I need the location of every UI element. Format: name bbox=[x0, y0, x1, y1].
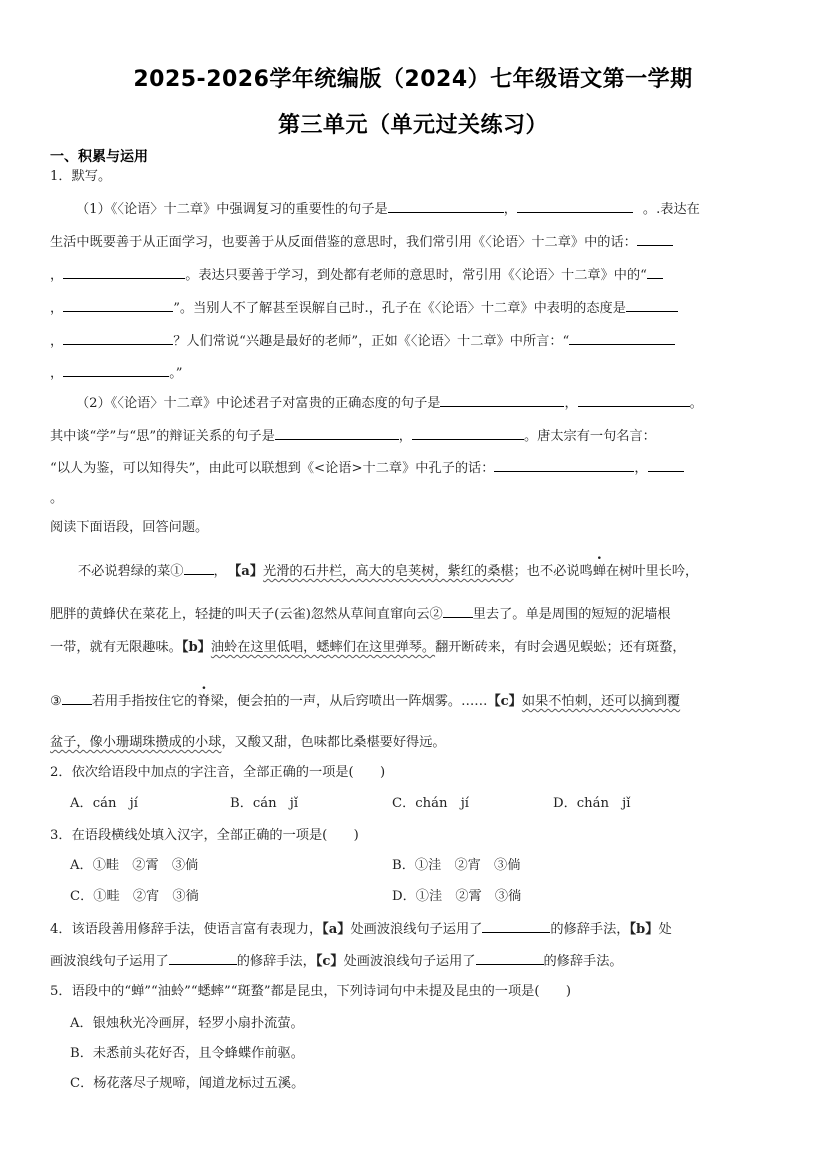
q2-option-a[interactable]: A．cán jí bbox=[70, 796, 138, 811]
q1-p2-line4: 。 bbox=[50, 491, 64, 506]
answer-blank[interactable] bbox=[443, 603, 473, 618]
text: 翻开断砖来，有时会遇见蜈蚣；还有斑蝥， bbox=[435, 640, 686, 655]
answer-blank[interactable] bbox=[476, 950, 544, 965]
answer-blank[interactable] bbox=[482, 918, 550, 933]
text: 画波浪线句子运用了 bbox=[50, 954, 169, 969]
q2-option-d[interactable]: D．chán jǐ bbox=[553, 796, 631, 811]
q1-p1-line6 bbox=[50, 362, 183, 384]
text: ， bbox=[398, 429, 412, 444]
question-5-stem: 5．语段中的“蝉”“油蛉”“蟋蟀”“斑蝥”都是昆虫，下列诗词句中未提及昆虫的一项是( ) bbox=[50, 984, 571, 999]
answer-blank[interactable] bbox=[494, 457, 634, 472]
q1-p2-line1 bbox=[76, 392, 703, 414]
text: 一带，就有无限趣味。 bbox=[50, 640, 182, 655]
answer-blank[interactable] bbox=[275, 425, 399, 440]
passage-line3 bbox=[50, 638, 686, 658]
q3-option-a[interactable]: A．①畦 ②霄 ③倘 bbox=[70, 858, 199, 873]
q1-p1-line2 bbox=[50, 231, 673, 253]
text: ， bbox=[50, 334, 64, 349]
document-title: 2025-2026学年统编版（2024）七年级语文第一学期 bbox=[133, 67, 693, 92]
question-3-stem: 3．在语段横线处填入汉字，全部正确的一项是( ) bbox=[50, 828, 359, 843]
marker-a: 【a】 bbox=[234, 564, 264, 579]
question-1-stem: 1．默写。 bbox=[50, 169, 112, 184]
text: 处画波浪线句子运用了 bbox=[343, 954, 476, 969]
text: ；也不必说鸣 bbox=[513, 564, 593, 579]
answer-blank[interactable] bbox=[648, 457, 684, 472]
text: ， bbox=[50, 366, 64, 381]
wavy-sentence-b: 油蛉在这里低唱，蟋蟀们在这里弹琴。 bbox=[210, 640, 436, 655]
text: 4．该语段善用修辞手法，使语言富有表现力， bbox=[50, 922, 323, 937]
answer-blank[interactable] bbox=[63, 330, 173, 345]
wavy-sentence-a: 光滑的石井栏，高大的皂荚树，紫红的桑椹 bbox=[263, 564, 514, 579]
text: 的修辞手法。 bbox=[543, 954, 623, 969]
answer-blank[interactable] bbox=[62, 690, 92, 705]
text: ？人们常说“兴趣是最好的老师”，正如《〈论语〉十二章》中所言：“ bbox=[173, 334, 570, 349]
marker-c: 【c】 bbox=[487, 694, 522, 709]
text: （2）《〈论语〉十二章》中论述君子对富贵的正确态度的句子是 bbox=[76, 396, 441, 411]
q1-p1-line3 bbox=[50, 264, 663, 286]
text: 。.表达在 bbox=[642, 202, 700, 217]
marker-c: 【c】 bbox=[315, 954, 344, 969]
text: 肥胖的黄蜂伏在菜花上，轻捷的叫天子(云雀)忽然从草间直窜向云② bbox=[50, 607, 443, 622]
answer-blank[interactable] bbox=[169, 950, 237, 965]
q3-option-b[interactable]: B．①洼 ②宵 ③倘 bbox=[392, 858, 521, 873]
q1-p2-line3 bbox=[50, 457, 684, 479]
passage-line2 bbox=[50, 603, 671, 625]
answer-blank[interactable] bbox=[517, 198, 633, 213]
q2-option-b[interactable]: B．cán jǐ bbox=[230, 796, 299, 811]
q5-option-b[interactable]: B．未悉前头花好否，且令蜂蝶作前驱。 bbox=[70, 1046, 304, 1061]
text: 的修辞手法， bbox=[550, 922, 630, 937]
marker-b: 【b】 bbox=[181, 640, 211, 655]
answer-blank[interactable] bbox=[578, 392, 690, 407]
text: 。” bbox=[169, 366, 183, 381]
q1-p1-line1 bbox=[76, 198, 700, 220]
text: ”。当别人不了解甚至误解自己时.，孔子在《〈论语〉十二章》中表明的态度是 bbox=[173, 301, 626, 316]
q1-p2-line2 bbox=[50, 425, 656, 447]
question-4-line1 bbox=[50, 918, 672, 940]
text: ，又酸又甜，色味都比桑椹要好得远。 bbox=[221, 735, 446, 750]
passage-line1 bbox=[78, 560, 698, 582]
emphasis-char: 脊 bbox=[197, 694, 211, 709]
q2-option-c[interactable]: C．chán jí bbox=[392, 796, 470, 811]
wavy-sentence-c: 如果不怕刺，还可以摘到覆 bbox=[521, 694, 681, 709]
q1-p1-line5 bbox=[50, 330, 675, 352]
marker-a: 【a】 bbox=[322, 922, 351, 937]
answer-blank[interactable] bbox=[184, 560, 214, 575]
question-2-stem: 2．依次给语段中加点的字注音，全部正确的一项是( ) bbox=[50, 765, 386, 780]
text: ③ bbox=[50, 694, 62, 709]
wavy-sentence-c-cont: 盆子，像小珊瑚珠攒成的小球 bbox=[50, 735, 222, 750]
answer-blank[interactable] bbox=[569, 330, 675, 345]
text: ， bbox=[50, 268, 64, 283]
text: ， bbox=[564, 396, 578, 411]
text: 其中谈“学”与“思”的辩证关系的句子是 bbox=[50, 429, 275, 444]
passage-line4 bbox=[50, 690, 680, 712]
section-heading: 一、积累与运用 bbox=[50, 149, 148, 165]
q1-p1-line4 bbox=[50, 297, 678, 319]
text: 生活中既要善于从正面学习，也要善于从反面借鉴的意思时，我们常引用《〈论语〉十二章》中的话： bbox=[50, 235, 637, 250]
answer-blank[interactable] bbox=[626, 297, 678, 312]
text: ， bbox=[503, 202, 517, 217]
q3-option-d[interactable]: D．①洼 ②霄 ③徜 bbox=[392, 889, 522, 904]
answer-blank[interactable] bbox=[440, 392, 564, 407]
q5-option-c[interactable]: C．杨花落尽子规啼，闻道龙标过五溪。 bbox=[70, 1076, 305, 1091]
text: 不必说碧绿的菜① bbox=[78, 564, 184, 579]
q3-option-c[interactable]: C．①畦 ②宵 ③徜 bbox=[70, 889, 199, 904]
reading-instruction: 阅读下面语段，回答问题。 bbox=[50, 520, 209, 535]
answer-blank[interactable] bbox=[63, 297, 173, 312]
answer-blank[interactable] bbox=[388, 198, 504, 213]
text: 。 bbox=[689, 396, 703, 411]
text: 处画波浪线句子运用了 bbox=[350, 922, 483, 937]
text: 梁，便会拍的一声，从后窍喷出一阵烟雾。…… bbox=[210, 694, 488, 709]
text: ， bbox=[634, 461, 648, 476]
text: ， bbox=[50, 301, 64, 316]
emphasis-char: 蝉 bbox=[592, 564, 606, 579]
answer-blank[interactable] bbox=[647, 264, 663, 279]
question-4-line2 bbox=[50, 950, 623, 972]
text: “以人为鉴，可以知得失”，由此可以联想到《<论语>十二章》中孔子的话： bbox=[50, 461, 495, 476]
text: 。唐太宗有一句名言： bbox=[523, 429, 656, 444]
passage-line5 bbox=[50, 733, 446, 753]
text: 在树叶里长吟， bbox=[605, 564, 699, 579]
text: 的修辞手法， bbox=[236, 954, 316, 969]
text: 处 bbox=[658, 922, 672, 937]
text: 若用手指按住它的 bbox=[91, 694, 198, 709]
text: 里去了。单是周围的短短的泥墙根 bbox=[472, 607, 671, 622]
document-subtitle: 第三单元（单元过关练习） bbox=[277, 113, 548, 138]
text: 。表达只要善于学习，到处都有老师的意思时，常引用《〈论语〉十二章》中的“ bbox=[185, 268, 647, 283]
text: ， bbox=[213, 564, 227, 579]
answer-blank[interactable] bbox=[637, 231, 673, 246]
answer-blank[interactable] bbox=[412, 425, 524, 440]
q5-option-a[interactable]: A．银烛秋光冷画屏，轻罗小扇扑流萤。 bbox=[70, 1016, 304, 1031]
marker-b: 【b】 bbox=[629, 922, 659, 937]
answer-blank[interactable] bbox=[63, 264, 185, 279]
answer-blank[interactable] bbox=[63, 362, 169, 377]
text: （1）《〈论语〉十二章》中强调复习的重要性的句子是 bbox=[76, 202, 388, 217]
